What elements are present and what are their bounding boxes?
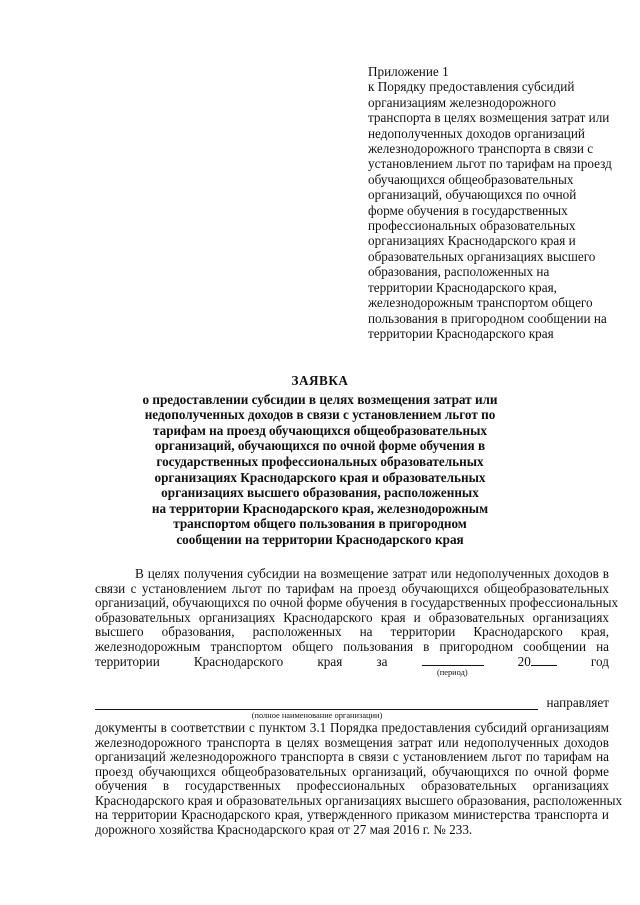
appendix-line: территории Краснодарского края, [368, 279, 557, 295]
appendix-line: обучающихся общеобразовательных [368, 171, 574, 187]
document-body [95, 566, 623, 837]
appendix-line: железнодорожным транспортом общего [368, 295, 593, 311]
appendix-line: организациям железнодорожного [368, 94, 556, 110]
year-prefix: 20 [517, 654, 531, 669]
appendix-line: территории Краснодарского края [368, 325, 554, 341]
body-line: обучения в государственных профессиональных образовательных организациях [95, 778, 609, 793]
appendix-line: пользования в пригородном сообщении на [368, 310, 607, 326]
title-line: на территории Краснодарского края, железнодорожным [151, 500, 489, 516]
title-line: недополученных доходов в связи с установлением льгот по [144, 407, 496, 423]
organization-name-blank[interactable] [95, 697, 538, 710]
title-line: о предоставлении субсидии в целях возмещения затрат или [142, 391, 498, 407]
body-line: связи с установлением льгот по тарифам на проезд обучающихся общеобразовательных [95, 580, 609, 596]
title-line: тарифам на проезд обучающихся общеобразовательных [152, 422, 488, 438]
appendix-line: железнодорожного транспорта в связи с [368, 141, 594, 157]
organization-line [95, 696, 609, 711]
body-line: проезд обучающихся общеобразовательных организаций, обучающихся по очной форме [95, 763, 609, 779]
title-line: организаций, обучающихся по очной форме обучения в [154, 438, 486, 454]
sends-label: направляет [546, 694, 609, 710]
body-word: края [317, 654, 343, 669]
body-line: документы в соответствии с пунктом 3.1 Порядка предоставления субсидий организациям [95, 720, 609, 735]
appendix-line: профессиональных образовательных [368, 218, 576, 234]
body-line: Краснодарского края и образовательных организациях высшего образования, расположенных [95, 792, 623, 808]
appendix-line: форме обучения в государственных [368, 202, 568, 218]
appendix-line: установлением льгот по тарифам на проезд [368, 156, 612, 172]
body-word: Краснодарского [193, 654, 284, 669]
appendix-line: Приложение 1 [368, 64, 449, 79]
body-word: территории [95, 654, 160, 669]
appendix-line: образования, расположенных на [368, 264, 550, 280]
appendix-line: транспорта в целях возмещения затрат или [368, 110, 610, 126]
appendix-line: недополученных доходов организаций [368, 125, 585, 141]
period-caption: (период) [437, 667, 468, 677]
appendix-header [368, 64, 618, 341]
year-blank[interactable] [531, 654, 557, 666]
body-line: образовательных организациях Краснодарского края и образовательных организациях [95, 609, 609, 625]
period-line [95, 654, 609, 670]
appendix-line: к Порядку предоставления субсидий [368, 79, 575, 95]
body-word: за [376, 654, 388, 669]
body-line: организаций железнодорожного транспорта в связи с установлением льгот по тарифам на [95, 749, 609, 764]
title-line: сообщении на территории Краснодарского края [176, 531, 464, 547]
appendix-line: образовательных организациях высшего [368, 248, 596, 264]
title-heading: ЗАЯВКА [291, 373, 349, 388]
body-line: В целях получения субсидии на возмещение затрат или недополученных доходов в [135, 566, 609, 581]
document-title [0, 373, 640, 548]
body-line: высшего образования, расположенных на территории Краснодарского края, [95, 624, 609, 639]
title-line: организациях Краснодарского края и образовательных [154, 469, 486, 485]
title-line: транспортом общего пользования в пригородном [173, 516, 467, 532]
title-line: государственных профессиональных образовательных [156, 453, 484, 469]
year-field [518, 654, 557, 670]
organization-caption: (полное наименование организации) [251, 711, 383, 720]
appendix-line: организаций, обучающихся по очной [368, 187, 577, 203]
body-line: организаций, обучающихся по очной форме обучения в государственных профессиональных [95, 595, 619, 610]
appendix-line: организациях Краснодарского края и [368, 233, 576, 249]
title-line: организациях высшего образования, расположенных [161, 485, 479, 501]
period-blank[interactable] [422, 654, 484, 666]
body-line-last: дорожного хозяйства Краснодарского края от 27 мая 2016 г. № 233. [95, 821, 473, 837]
body-line: железнодорожным транспортом общего пользования в пригородном сообщении на [95, 638, 609, 654]
body-word: год [590, 654, 609, 669]
body-line: железнодорожного транспорта в целях возмещения затрат или недополученных доходов [95, 734, 609, 750]
body-line: на территории Краснодарского края, утвержденного приказом министерства транспорта и [95, 807, 609, 822]
